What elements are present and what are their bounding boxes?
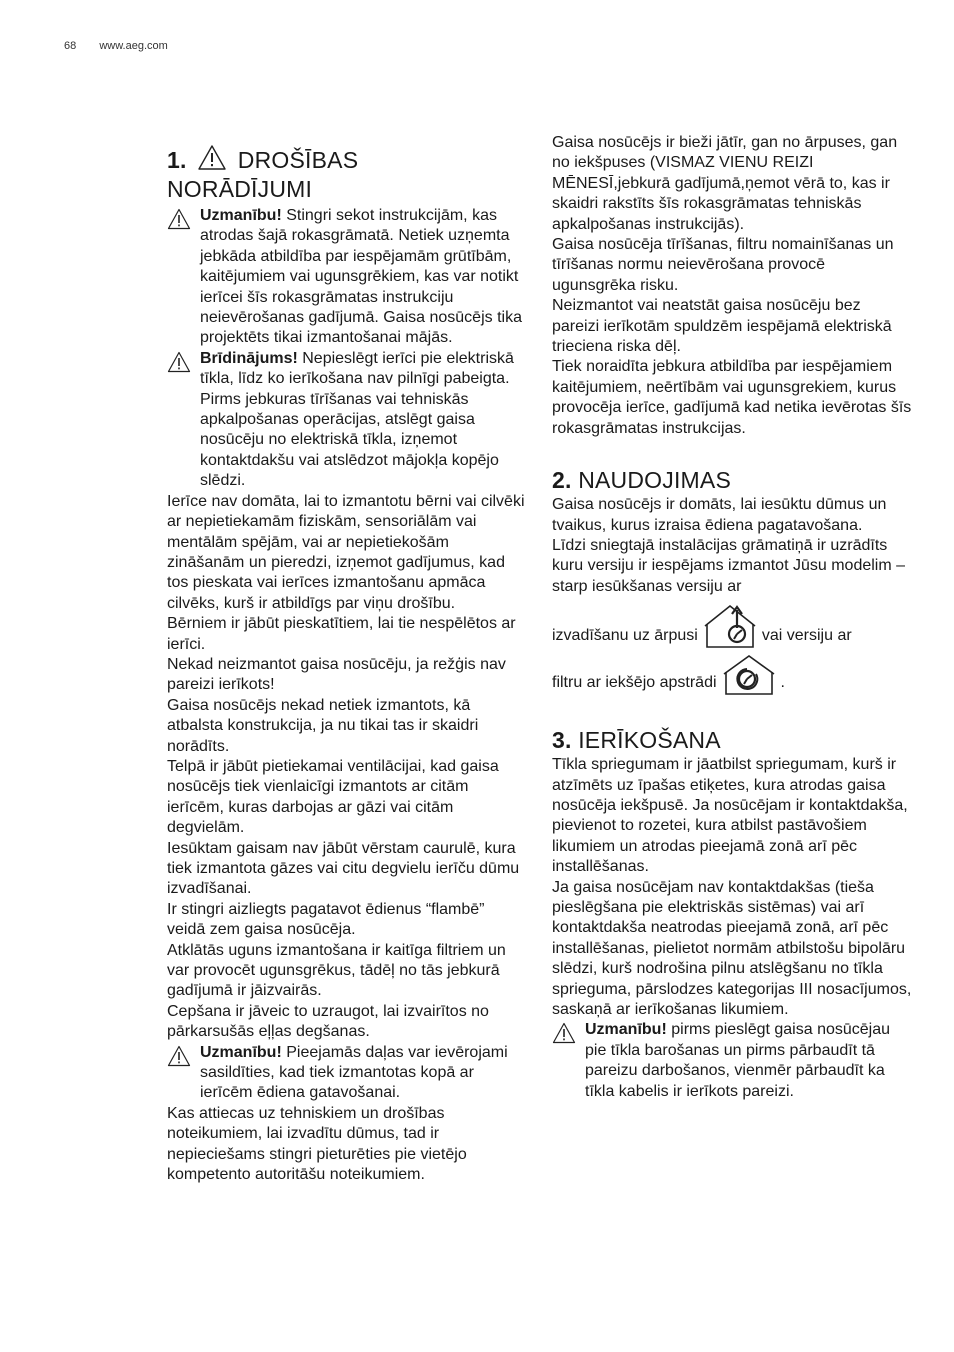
warning-block-1 — [167, 206, 527, 349]
icon-line-text: . — [780, 673, 785, 691]
section3-title: IERĪKOŠANA — [578, 727, 721, 754]
recirculation-filter-icon — [723, 654, 775, 702]
warning-text: pirms pieslēgt gaisa nosūcējau pie tīkla barošanas un pirms pārbaudīt tā pareizu darbošanos, vienmēr pārbaudīt ka tīkla kabelis ir ierīkots pareizi. — [585, 1021, 891, 1100]
paragraph: Gaisa nosūcējs nekad netiek izmantots, kā atbalsta konstrukcija, ja nu tikai tas ir skaidri norādīts. — [167, 696, 479, 755]
warning-block-3 — [167, 1043, 527, 1104]
section3-heading — [552, 727, 912, 753]
paragraph: Gaisa nosūcējs ir bieži jātīr, gan no ārpuses, gan no iekšpuses (VISMAZ VIENU REIZI MĒNESĪ,jebkurā gadījumā,ņemot vērā to, kas ir skaidri rakstīts šīs rokasgrāmatas tehniskās apkalpošanas instrukcijās). — [552, 134, 898, 233]
paragraph: Ir stingri aizliegts pagatavot ēdienus “flambē” veidā zem gaisa nosūcēja. — [167, 900, 485, 939]
left-column — [167, 134, 527, 1186]
icon-line-text: filtru ar iekšējo apstrādi — [552, 673, 717, 691]
paragraph: Līdzi sniegtajā instalācijas grāmatiņā ir uzrādīts kuru versiju ir iespējams izmantot Jūsu modelim – starp iesūkšanas versiju ar — [552, 536, 906, 595]
warning-text-2: Pirms jebkuras tīrīšanas vai tehniskās apkalpošanas operācijas, atslēgt gaisa nosūcēju no elektriskā tīkla, izņemot kontaktdakšu vai atslēdzot mājokļa kopējo slēdzi. — [200, 390, 499, 490]
section2-title: NAUDOJIMAS — [578, 467, 731, 494]
paragraph: Ja gaisa nosūcējam nav kontaktdakšas (tieša pieslēgšana pie elektriskās sistēmas) vai arī kontaktdakša neatrodas pieejamā zonā, arī pēc installēšanas, pielietot normām atbilstošu bipolāru slēdzi, kurš nodrošina pilnu atslēgšanu no tīkla sprieguma, pārslodzes kategorijas III nosacījumos, saskaņā ar ierīkošanas likumiem. — [552, 878, 912, 1018]
paragraph: Tīkla spriegumam ir jāatbilst spriegumam, kurš ir atzīmēts uz īpašas etiķetes, kura atrodas gaisa nosūcēja iekšpusē. Ja nosūcējam ir kontaktdakša, pievienot to rozetei, kura atbilst pastāvošiem likumiem un atrodas pieejamā zonā arī pēc installēšanas. — [552, 756, 908, 876]
paragraph: Atklātās uguns izmantošana ir kaitīga filtriem un var provocēt ugunsgrēkus, tādēļ no tās jebkurā gadījumā ir jāizvairās. — [167, 941, 506, 1000]
outside-extraction-icon — [704, 602, 756, 656]
paragraph: Gaisa nosūcējs ir domāts, lai iesūktu dūmus un tvaikus, kurus izraisa ēdiena pagatavošana. — [552, 496, 887, 534]
icon-line-text: izvadīšanu uz ārpusi — [552, 626, 698, 644]
warning-icon — [167, 1045, 191, 1073]
warning-label: Uzmanību! — [200, 1043, 282, 1061]
extraction-version-line — [552, 603, 912, 655]
heading-warning-icon — [197, 144, 227, 176]
section2-heading — [552, 467, 912, 493]
warning-label: Brīdinājums! — [200, 349, 298, 367]
paragraph: Iesūktam gaisam nav jābūt vērstam caurulē, kura tiek izmantota gāzes vai citu degvielu ierīču dūmu izvadīšanai. — [167, 839, 520, 898]
paragraph: Tiek noraidīta jebkura atbildība par iespējamiem kaitējumiem, neērtībām vai ugunsgrekiem, kurus provocēja ierīce, gadījumā kad netika ievērotas šīs rokasgrāmatas instrukcijas. — [552, 358, 912, 437]
icon-line-text: vai versiju ar — [761, 626, 852, 644]
paragraph: Nekad neizmantot gaisa nosūcēju, ja režģis nav pareizi ierīkots! — [167, 655, 506, 694]
page-number: 68 — [64, 40, 77, 52]
paragraph: Cepšana ir jāveic to uzraugot, lai izvairītos no pārkarsušās eļļas degšanas. — [167, 1002, 489, 1041]
warning-icon — [167, 351, 191, 379]
section1-title-line1: DROŠĪBAS — [237, 147, 359, 173]
warning-label: Uzmanību! — [585, 1021, 667, 1039]
section1-number: 1. — [167, 147, 187, 173]
section1-title-line2: NORĀDĪJUMI — [167, 176, 313, 202]
website-url: www.aeg.com — [99, 40, 168, 52]
paragraph: Bērniem ir jābūt pieskatītiem, lai tie nespēlētos ar ierīci. — [167, 615, 516, 653]
section3-number: 3. — [552, 727, 572, 754]
paragraph: Kas attiecas uz tehniskiem un drošības noteikumiem, lai izvadītu dūmus, tad ir nepieciešams stingri pieturēties pie vietējo kompetento autoritāšu noteikumiem. — [167, 1104, 467, 1184]
page-header — [64, 40, 188, 52]
filter-version-line — [552, 655, 912, 701]
paragraph: Gaisa nosūcēja tīrīšanas, filtru nomainīšanas un tīrīšanas normu neievērošana provocē ugunsgrēka risku. — [552, 236, 894, 294]
warning-block-2 — [167, 349, 527, 492]
warning-label: Uzmanību! — [200, 207, 282, 224]
warning-text: Stingri sekot instrukcijām, kas atrodas šajā rokasgrāmatā. Netiek uzņemta jebkāda atbildība par iespējamām grūtībām, kaitējumiem vai ugunsgrēkiem, kas var notikt ierīcei šīs rokasgrāmatas instrukciju neievērošanas gadījumā. Gaisa nosūcējs tika projektēts tikai izmantošanai mājās. — [200, 207, 522, 347]
warning-icon — [552, 1022, 576, 1050]
section1-heading — [167, 144, 527, 202]
warning-text: Pieejamās daļas var ievērojami sasildīties, kad tiek izmantotas kopā ar ierīcēm ēdiena gatavošanai. — [200, 1043, 508, 1102]
warning-icon — [167, 208, 191, 236]
paragraph: Ierīce nav domāta, lai to izmantotu bērni vai cilvēki ar nepietiekamām fiziskām, sensoriālām vai mentālām spējām, vai ar nepietiekošām zināšanām un pieredzi, izņemot gadījumus, kad tos pieskata vai ierīces izmantošanu apmāca cilvēks, kurš ir atbildīgs par viņu drošību. — [167, 492, 525, 612]
warning-text: Nepieslēgt ierīci pie elektriskā tīkla, līdz ko ierīkošana nav pilnīgi pabeigta. — [200, 349, 514, 388]
paragraph: Telpā ir jābūt pietiekamai ventilācijai, kad gaisa nosūcējs tiek vienlaicīgi izmantots ar citām ierīcēm, kuras darbojas ar gāzi vai citām degvielām. — [167, 757, 499, 837]
warning-block-4 — [552, 1020, 912, 1102]
right-column — [552, 133, 912, 1102]
paragraph: Neizmantot vai neatstāt gaisa nosūcēju bez pareizi ierīkotām spuldzēm iespējamā elektriskā trieciena riska dēļ. — [552, 297, 892, 356]
section2-number: 2. — [552, 467, 572, 494]
